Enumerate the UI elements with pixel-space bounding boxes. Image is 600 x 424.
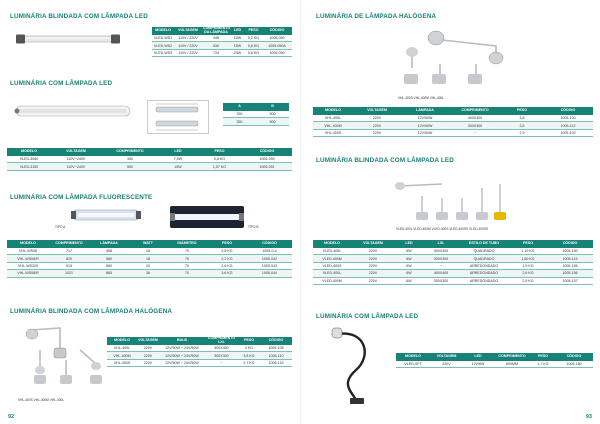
cell: VLED-WS3 <box>153 50 173 55</box>
table-row <box>313 129 593 136</box>
col-header: BULB <box>159 337 205 345</box>
cell: 1005-043 <box>247 262 292 269</box>
cell: VLED-400S <box>313 262 351 269</box>
cell: 1005-091 <box>242 163 292 170</box>
cell: VLED-WS2 <box>153 43 173 48</box>
halogen-lamps-image <box>20 320 110 392</box>
table-row <box>313 255 593 262</box>
cell: 110V~240V <box>51 156 101 163</box>
led-tube-light-image <box>14 30 122 48</box>
sec4-table <box>107 337 292 367</box>
col-header: LED <box>159 148 197 156</box>
cell: 6W <box>395 277 423 284</box>
cell: 865 <box>89 270 129 277</box>
cell: ~ <box>423 262 459 269</box>
table-header-row <box>313 107 593 115</box>
col-header: COMPRIMENTO DA LÂMPADA <box>203 26 231 34</box>
r-sec2-table <box>313 240 593 285</box>
cell: VLED-WS1 <box>153 36 173 41</box>
col-header: LED <box>395 240 423 248</box>
cell: 12V/50W <box>401 115 449 122</box>
cell: 70 <box>167 270 207 277</box>
page-number-right: 93 <box>585 414 592 420</box>
col-header: LED <box>230 27 245 35</box>
cell: 1005-112 <box>543 122 593 129</box>
cell: 6W <box>395 270 423 277</box>
cell: 300X300 <box>423 277 459 284</box>
col-header: PESO <box>245 27 262 35</box>
cell: 36 <box>129 270 167 277</box>
cell: 110V / 220V <box>174 49 202 56</box>
cell: 2,7 KG <box>238 359 260 366</box>
cell: 1005-105 <box>260 345 292 352</box>
col-header: VOLTAGEM <box>137 337 159 345</box>
cell: 12V/50W ~ 24V/50W <box>159 359 205 366</box>
r-sec2-title: LUMINÁRIA BLINDADA COM LÂMPADA LED <box>316 157 454 164</box>
col-header: MODELO <box>313 107 353 115</box>
cell: 1,10 KG <box>509 248 547 255</box>
sec1-table <box>152 27 292 57</box>
table-row <box>152 49 292 56</box>
sec2-table <box>7 148 292 171</box>
col-header: PESO <box>238 337 260 345</box>
table-header-row <box>107 337 292 345</box>
cell: 220V <box>430 361 463 368</box>
cell: 2,5 KG <box>509 277 547 284</box>
col-header: LÂMPADA <box>401 107 449 115</box>
cell: 1005-180 <box>555 361 593 368</box>
col-header: COMPRIMENTO <box>49 240 89 248</box>
type-b-caption: TIPO B <box>248 225 259 229</box>
dimension-diagram <box>147 100 209 134</box>
cell: 0,6 KG <box>245 49 262 56</box>
cell: 1,7 KG <box>531 361 555 368</box>
page-number-left: 92 <box>8 414 15 420</box>
cell: 1005-150 <box>547 248 593 255</box>
cell: 220V <box>351 277 395 284</box>
cell: VLED-400L <box>313 270 351 277</box>
table-row <box>152 35 292 42</box>
cell: VLED-3150 <box>7 163 51 170</box>
cell: 0,6 KG <box>245 42 262 49</box>
col-header: CÓDIGO <box>555 353 593 361</box>
r-sec1-title: LUMINÁRIA DE LÂMPADA HALÓGENA <box>316 13 437 20</box>
sec4-title: LUMINÁRIA BLINDADA COM LÂMPADA HALÓGENA <box>10 308 173 315</box>
cell: ARREDONDADO <box>459 270 509 277</box>
col-header: MODELO <box>7 240 49 248</box>
table-row <box>107 345 292 352</box>
cell: VHL-400L <box>313 115 353 122</box>
table-row <box>313 248 593 255</box>
cell: 3,6 KG <box>207 270 247 277</box>
col-header: COMPRIMENTO <box>101 148 159 156</box>
col-header: VOLTAGEM <box>51 148 101 156</box>
cell: 70 <box>167 255 207 262</box>
sec2-title: LUMINÁRIA COM LÂMPADA LED <box>10 80 113 87</box>
fluorescent-type-a-image <box>70 204 142 226</box>
table-row <box>7 262 292 269</box>
cell: 1005-102 <box>543 129 593 136</box>
table-row <box>7 163 292 170</box>
cell: 530 <box>202 42 230 49</box>
table-header-row <box>223 103 289 111</box>
cell: 2,6 KG <box>509 270 547 277</box>
cell: 1005-042 <box>247 255 292 262</box>
col-header: VOLTAGEM <box>174 27 202 35</box>
cell: 2,8 KG <box>207 248 247 255</box>
col-header: MODELO <box>107 337 137 345</box>
led-machine-lamps-image <box>392 174 514 224</box>
cell: 24W <box>230 49 245 56</box>
cell: 300 <box>101 156 159 163</box>
cell: VLED-3060 <box>7 156 51 163</box>
col-header: CÓDIGO <box>547 240 593 248</box>
col-header: COMPRIMENTO LXL <box>205 337 238 345</box>
cell: 12V/50W ~ 24V/50W <box>159 352 205 359</box>
sec3-title: LUMINÁRIA COM LÂMPADA FLUORESCENTE <box>10 194 153 201</box>
table-row <box>223 118 289 125</box>
cell: 220V <box>351 248 395 255</box>
cell: 1005-050A <box>262 42 292 49</box>
table-row <box>7 156 292 163</box>
cell: 220V <box>137 359 159 366</box>
col-header: MODELO <box>313 240 351 248</box>
cell: 220V <box>353 129 401 136</box>
table-header-row <box>7 148 292 156</box>
cell: 1005-100 <box>543 115 593 122</box>
cell: 400X400 <box>205 345 238 352</box>
cell: 15W <box>159 163 197 170</box>
cell: 1021 <box>49 270 89 277</box>
cell: 560 <box>89 262 129 269</box>
cell: VHL-400M <box>107 352 137 359</box>
col-header: WATT <box>129 240 167 248</box>
fluorescent-type-b-image <box>170 206 244 228</box>
cell: 110V~240V <box>51 163 101 170</box>
cell: 70 <box>167 248 207 255</box>
cell: VLED-400M <box>313 277 351 284</box>
col-header: LXL <box>423 240 459 248</box>
cell: 400X400 <box>423 270 459 277</box>
cell: ARREDONDADO <box>459 262 509 269</box>
table-row <box>152 42 292 49</box>
col-header: PESO <box>531 353 555 361</box>
sec1-title: LUMINÁRIA BLINDADA COM LÂMPADA LED <box>10 13 148 20</box>
col-header: CÓDIGO <box>260 337 292 345</box>
cell: VLED-400M <box>313 255 351 262</box>
table-row <box>396 361 593 368</box>
cell: 3,8 <box>501 115 543 122</box>
cell: 220V <box>137 352 159 359</box>
table-row <box>313 277 593 284</box>
table-row <box>7 270 292 277</box>
cell: 3,5 <box>501 122 543 129</box>
cell: QUADRADO <box>459 248 509 255</box>
table-row <box>107 352 292 359</box>
cell: 20 <box>129 262 167 269</box>
cell: 2,9 <box>501 129 543 136</box>
cell: 560 <box>89 255 129 262</box>
cell: 1,60 KG <box>509 255 547 262</box>
cell: 1005-050 <box>262 35 292 42</box>
cell: 1005-110 <box>260 352 292 359</box>
r-sec3-title: LUMINÁRIA COM LÂMPADA LED <box>316 313 419 320</box>
cell: 1005-0-4 <box>247 248 292 255</box>
cell: VHL-400S <box>313 129 353 136</box>
cell: 820 <box>49 255 89 262</box>
col-header: CÓDIGO <box>262 27 292 35</box>
cell: 600MM <box>493 361 531 368</box>
col-header: COMPRIMENTO <box>493 353 531 361</box>
table-header-row <box>7 240 292 248</box>
flexible-led-lamp-image <box>326 326 386 406</box>
cell: 220V <box>351 255 395 262</box>
cell: QUADRADO <box>459 255 509 262</box>
table-header-row <box>152 27 292 35</box>
col-header: B <box>256 103 289 111</box>
table-header-row <box>313 240 593 248</box>
halogen-models-caption: VHL-400S VHL-400M VHL-400L <box>18 398 65 402</box>
cell: 2,6 KG <box>207 262 247 269</box>
r-led-caption: VLED-400L VLED-400M VLED-400S VLED-400SS VLED-400SS <box>396 227 489 231</box>
cell: VHL-WS08/R <box>7 255 49 262</box>
cell: 250 <box>223 111 256 118</box>
cell: 500 <box>101 163 159 170</box>
cell: 12V/50W <box>401 129 449 136</box>
cell: 500 <box>256 118 289 125</box>
r-sec1-table <box>313 107 593 137</box>
sec2-dim-table <box>223 103 289 126</box>
cell: VLED-400L <box>313 248 351 255</box>
col-header: A <box>223 103 256 111</box>
cell: ~ <box>449 129 501 136</box>
col-header: MODELO <box>152 27 174 35</box>
cell: 1005-115 <box>547 255 593 262</box>
cell: 915 <box>49 262 89 269</box>
cell: VLED-SFT <box>396 361 430 368</box>
cell: 400X400 <box>449 115 501 122</box>
cell: 1005-050 <box>262 49 292 56</box>
col-header: DIÂMETRO <box>167 240 207 248</box>
cell: 1005-115 <box>260 359 292 366</box>
cell: VHL-WS320 <box>7 262 49 269</box>
table-row <box>7 255 292 262</box>
cell: 734 <box>202 49 230 56</box>
table-row <box>107 359 292 366</box>
table-row <box>313 270 593 277</box>
cell: 6W <box>395 255 423 262</box>
cell: 12V/50W ~ 24V/50W <box>159 345 205 352</box>
table-row <box>313 122 593 129</box>
col-header: MODELO <box>396 353 430 361</box>
table-header-row <box>396 353 593 361</box>
halogen-desk-lamps-image <box>392 24 508 92</box>
col-header: CÓDIGO <box>543 107 593 115</box>
col-header: ESTILO DE TUBO <box>459 240 509 248</box>
cell: 2,2 KG <box>207 255 247 262</box>
cell: 1005-155 <box>547 262 593 269</box>
cell: 0,2 KG <box>245 35 262 42</box>
cell: 4 KG <box>238 345 260 352</box>
cell: 220V <box>351 262 395 269</box>
cell: 15 <box>129 248 167 255</box>
table-row <box>313 262 593 269</box>
cell: VHL-WS08/R <box>7 270 49 277</box>
cell: 1005-090 <box>242 156 292 163</box>
cell: 220V <box>353 122 401 129</box>
cell: 15W <box>230 42 245 49</box>
cell: 18 <box>129 255 167 262</box>
cell: VHL-400S <box>107 359 137 366</box>
page-gutter <box>300 0 301 424</box>
cell: 1005-156 <box>547 270 593 277</box>
cell: 12V/6W <box>463 361 493 368</box>
cell: 500 <box>256 111 289 118</box>
col-header: PESO <box>509 240 547 248</box>
cell: 0,8 KG <box>197 156 242 163</box>
cell: 10W <box>230 35 245 42</box>
col-header: COMPRIMENTO <box>449 107 501 115</box>
col-header: VOLTAGEM <box>353 107 401 115</box>
cell: 110V / 220V <box>174 35 202 42</box>
cell: 220V <box>353 115 401 122</box>
cell: 300X300 <box>449 122 501 129</box>
table-row <box>223 111 289 118</box>
cell: 446 <box>202 35 230 42</box>
cell: VHL-400M <box>313 122 353 129</box>
cell: 1005-044 <box>247 270 292 277</box>
col-header: MODELO <box>7 148 51 156</box>
r-halogen-caption: VHL-400S VHL-400M VHL-400L <box>398 96 445 100</box>
cell: 110V / 220V <box>174 42 202 49</box>
cell: 1005-157 <box>547 277 593 284</box>
cell: 1,9 KG <box>509 262 547 269</box>
cell: ARREDONDADO <box>459 277 509 284</box>
cell: ~ <box>205 359 238 366</box>
cell: 717 <box>49 248 89 255</box>
col-header: PESO <box>197 148 242 156</box>
sec3-table <box>7 240 292 278</box>
cell: 220V <box>137 345 159 352</box>
col-header: PESO <box>501 107 543 115</box>
cell: 3,8 KG <box>238 352 260 359</box>
col-header: VOLTAGEM <box>351 240 395 248</box>
cell: 350 <box>223 118 256 125</box>
cell: 6W <box>395 262 423 269</box>
col-header: LED <box>463 353 493 361</box>
led-light-bar-image <box>14 100 132 122</box>
col-header: CÓDIGO <box>247 240 292 248</box>
cell: 400X400 <box>423 248 459 255</box>
cell: VHL-WS08 <box>7 248 49 255</box>
cell: 70 <box>167 262 207 269</box>
cell: 300X300 <box>205 352 238 359</box>
cell: VHL-400L <box>107 345 137 352</box>
col-header: LÂMPADA <box>89 240 129 248</box>
col-header: CÓDIGO <box>242 148 292 156</box>
table-row <box>313 115 593 122</box>
cell: 1,07 KG <box>197 163 242 170</box>
cell: 6W <box>395 248 423 255</box>
cell: 458 <box>89 248 129 255</box>
r-sec3-table <box>396 353 593 368</box>
table-row <box>7 248 292 255</box>
type-a-caption: TIPO A <box>55 225 66 229</box>
col-header: VOLTAGEM <box>430 353 463 361</box>
cell: 300X300 <box>423 255 459 262</box>
cell: 220V <box>351 270 395 277</box>
cell: 7,5W <box>159 156 197 163</box>
cell: 12V/50W <box>401 122 449 129</box>
col-header: PESO <box>207 240 247 248</box>
